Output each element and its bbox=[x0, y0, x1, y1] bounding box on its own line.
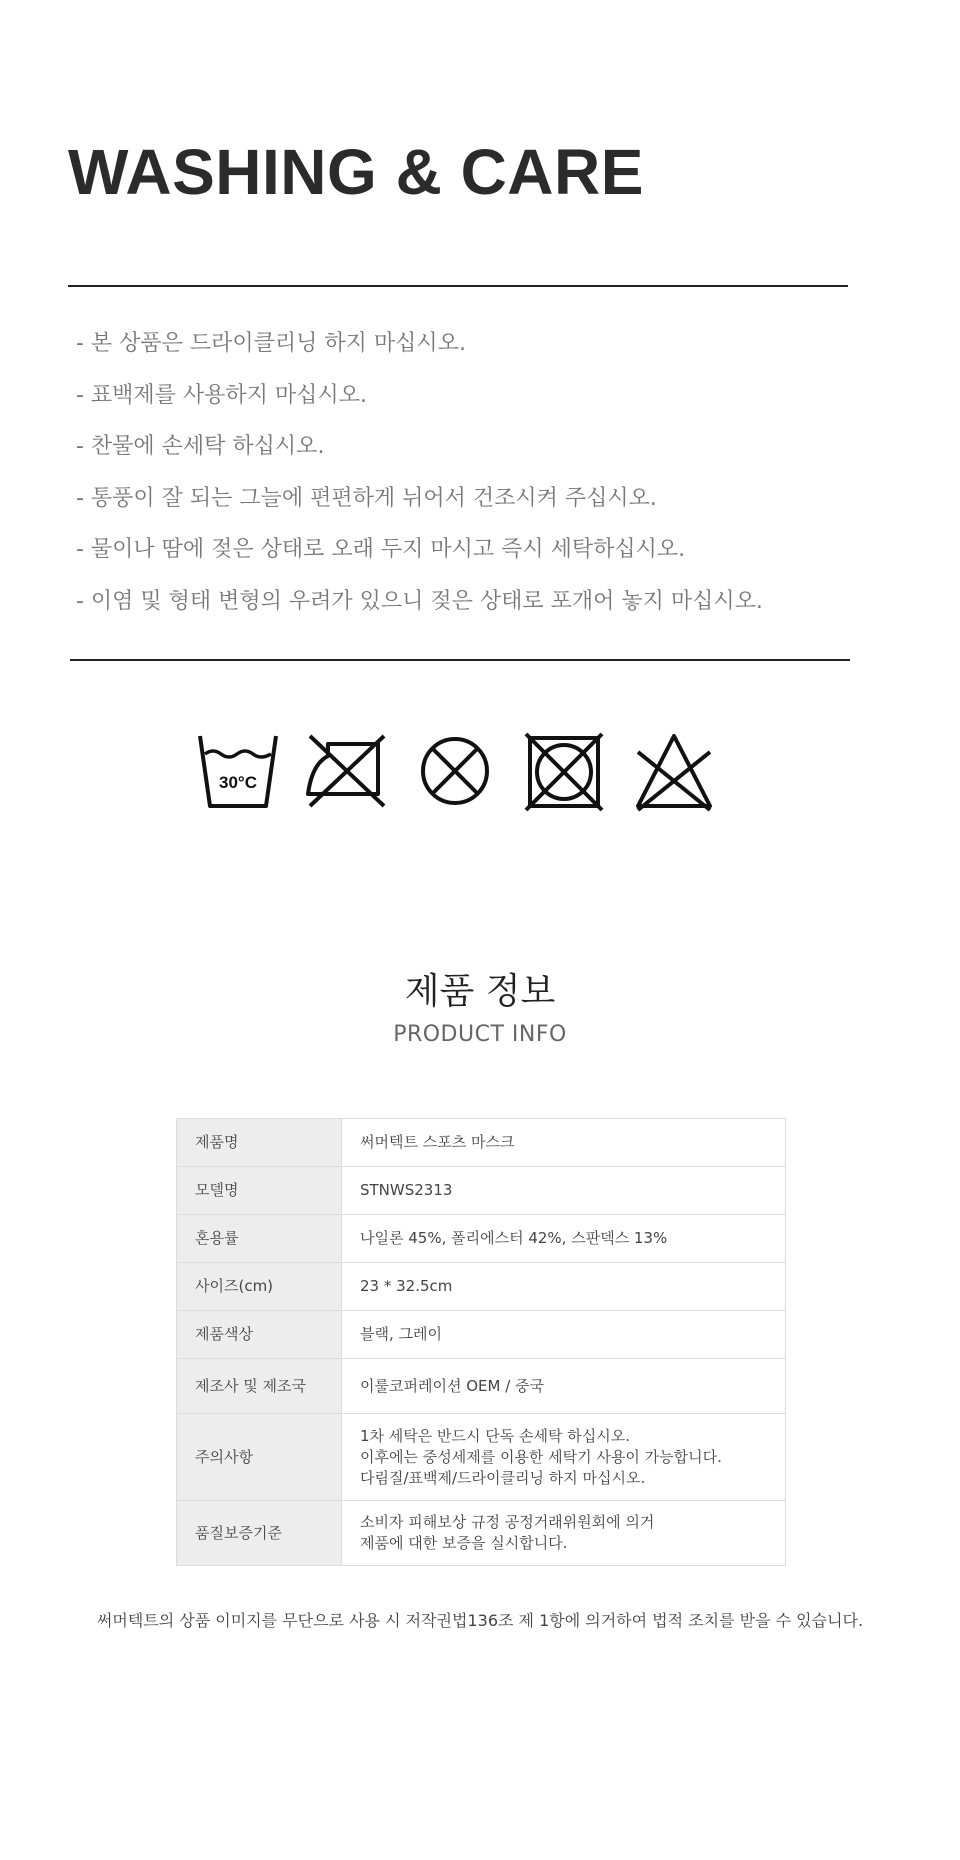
row-label: 혼용률 bbox=[177, 1215, 342, 1263]
row-value bbox=[342, 1359, 786, 1414]
table-row bbox=[177, 1215, 786, 1263]
divider-top bbox=[68, 285, 848, 287]
care-symbols bbox=[196, 730, 716, 820]
value-line: 소비자 피해보상 규정 공정거래위원회에 의거 bbox=[360, 1513, 655, 1531]
table-row bbox=[177, 1359, 786, 1414]
table-row bbox=[177, 1263, 786, 1311]
copyright-notice: 써머텍트의 상품 이미지를 무단으로 사용 시 저작권법136조 제 1항에 의거하여 법적 조치를 받을 수 있습니다. bbox=[96, 1611, 864, 1630]
value-line: 23 * 32.5cm bbox=[360, 1277, 453, 1295]
no-tumble-dry-icon bbox=[522, 730, 606, 812]
value-line: STNWS2313 bbox=[360, 1181, 453, 1199]
value-line: 써머텍트 스포츠 마스크 bbox=[360, 1133, 515, 1151]
table-row bbox=[177, 1311, 786, 1359]
no-iron-icon bbox=[304, 730, 388, 812]
row-label: 품질보증기준 bbox=[177, 1501, 342, 1566]
care-instruction: - 통풍이 잘 되는 그늘에 편편하게 뉘어서 건조시켜 주십시오. bbox=[76, 485, 657, 511]
value-line: 1차 세탁은 반드시 단독 손세탁 하십시오. bbox=[360, 1426, 630, 1445]
value-line: 다림질/표백제/드라이클리닝 하지 마십시오. bbox=[360, 1468, 646, 1487]
row-value bbox=[342, 1119, 786, 1167]
value-line: 이후에는 중성세제를 이용한 세탁기 사용이 가능합니다. bbox=[360, 1447, 722, 1466]
table-row bbox=[177, 1167, 786, 1215]
row-value bbox=[342, 1215, 786, 1263]
row-value bbox=[342, 1501, 786, 1566]
no-bleach-icon bbox=[632, 730, 716, 812]
row-label: 제조사 및 제조국 bbox=[177, 1359, 342, 1414]
wash-30-icon bbox=[196, 730, 280, 812]
value-line: 제품에 대한 보증을 실시합니다. bbox=[360, 1534, 568, 1552]
row-label: 제품명 bbox=[177, 1119, 342, 1167]
divider-bottom bbox=[70, 659, 850, 661]
care-instruction: - 이염 및 형태 변형의 우려가 있으니 젖은 상태로 포개어 놓지 마십시오. bbox=[76, 588, 763, 614]
product-info-subheading: PRODUCT INFO bbox=[393, 1022, 567, 1047]
row-value bbox=[342, 1311, 786, 1359]
table-row bbox=[177, 1119, 786, 1167]
row-value bbox=[342, 1263, 786, 1311]
no-dryclean-icon bbox=[418, 730, 492, 812]
row-value bbox=[342, 1414, 786, 1501]
product-info-table bbox=[176, 1118, 786, 1566]
product-info-heading: 제품 정보 bbox=[404, 971, 556, 1012]
care-instruction: - 찬물에 손세탁 하십시오. bbox=[76, 434, 325, 459]
care-instruction: - 물이나 땀에 젖은 상태로 오래 두지 마시고 즉시 세탁하십시오. bbox=[76, 537, 686, 562]
row-label: 제품색상 bbox=[177, 1311, 342, 1359]
value-line: 이룰코퍼레이션 OEM / 중국 bbox=[360, 1376, 544, 1395]
care-instruction-list bbox=[76, 328, 763, 637]
care-instruction: - 표백제를 사용하지 마십시오. bbox=[76, 382, 367, 408]
table-row bbox=[177, 1414, 786, 1501]
wash-temp-label: 30°C bbox=[219, 773, 257, 792]
value-line: 블랙, 그레이 bbox=[360, 1325, 442, 1343]
care-title: WASHING & CARE bbox=[68, 136, 644, 208]
care-instruction: - 본 상품은 드라이클리닝 하지 마십시오. bbox=[76, 331, 466, 356]
row-label: 사이즈(cm) bbox=[177, 1263, 342, 1311]
table-row bbox=[177, 1501, 786, 1566]
row-label: 모델명 bbox=[177, 1167, 342, 1215]
row-label: 주의사항 bbox=[177, 1414, 342, 1501]
row-value bbox=[342, 1167, 786, 1215]
value-line: 나일론 45%, 폴리에스터 42%, 스판덱스 13% bbox=[360, 1229, 668, 1247]
